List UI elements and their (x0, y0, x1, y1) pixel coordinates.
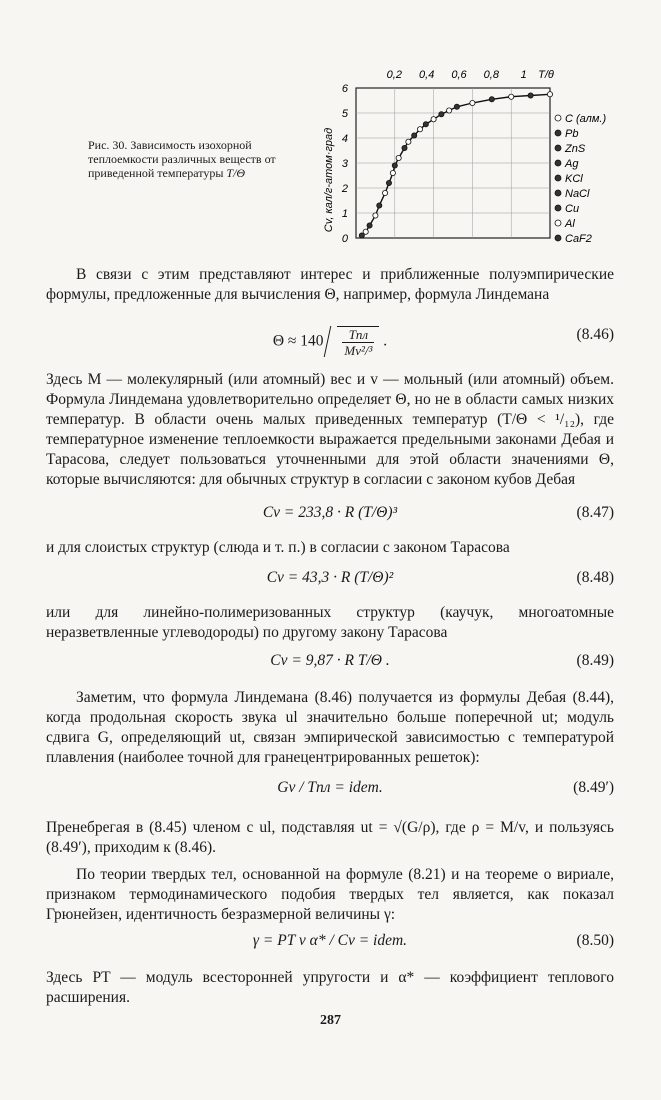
paragraph-4: или для линейно-полимеризованных структур (каучук, многоатомные неразветвленные углеводороды) по другому закону Тарасова (46, 604, 614, 641)
eq849-number: (8.49) (576, 652, 614, 669)
top-tick-label: T/θ (538, 69, 554, 81)
left-tick-label: 0 (341, 233, 348, 245)
equation-8-46: Θ ≈ 140 $\frac{\text{Tпл}}{\text{Mv²/³}}$ . (8.46) (272, 326, 614, 358)
chart-curve (362, 94, 550, 235)
legend-marker (555, 130, 561, 136)
left-tick-label: 4 (341, 133, 348, 145)
legend-label: NaCl (565, 188, 590, 200)
data-point (386, 180, 391, 185)
top-tick-label: 0,6 (451, 69, 467, 81)
figure-caption (88, 138, 298, 180)
equation-8-49 (46, 648, 614, 678)
paragraph-6: Пренебрегая в (8.45) членом с ul, подставляя ut = √(G/ρ), где ρ = M/v, и пользуясь (8.49′), приходим к (8.46). (46, 819, 614, 856)
equation-8-49-prime (46, 775, 614, 805)
eq847-number: (8.47) (576, 504, 614, 521)
caption-text: Зависимость изохорной теплоемкости различных веществ от приведенной температуры (88, 138, 276, 180)
data-point (528, 93, 533, 98)
legend-marker (555, 220, 561, 226)
data-point (431, 117, 436, 122)
top-tick-label: 0,8 (483, 69, 499, 81)
paragraph-2: Здесь M — молекулярный (или атомный) вес и v — мольный (или атомный) объем. Формула Линдемана удовлетворительно определяет Θ, но не в области самых низких температур. В области очень малых приведенных температур (T/Θ < ¹/₁₂), где температурное изменение теплоемкости выражается предельными законами Дебая и Тарасова, следует пользоваться уточненными для этой области значениями Θ, которые вычисляются: для обычных структур в согласии с законом кубов Дебая (46, 371, 614, 488)
data-point (363, 229, 368, 234)
y-axis-label: Cv, кал/г-атом·град (323, 127, 335, 233)
paragraph-8: Здесь PT — модуль всесторонней упругости и α* — коэффициент теплового расширения. (46, 969, 614, 1006)
chart-axes (356, 88, 550, 238)
legend-label: ZnS (565, 143, 586, 155)
eq848-formula: Cv = 43,3 · R (T/Θ)² (266, 569, 394, 586)
chart-points (359, 92, 552, 238)
left-tick-label: 2 (341, 183, 348, 195)
data-point (489, 97, 494, 102)
eq850-number: (8.50) (576, 932, 614, 949)
data-point (439, 112, 444, 117)
legend-label: Cu (565, 203, 580, 215)
eq846-numerator: Tпл (342, 327, 374, 343)
legend-label: KCl (565, 173, 583, 185)
data-point (402, 145, 407, 150)
data-point (406, 139, 411, 144)
paragraph-1: В связи с этим представляют интерес и приближенные полуэмпирические формулы, предложенные для вычисления Θ, например, формула Линдемана (46, 266, 614, 303)
left-tick-label: 5 (341, 108, 348, 120)
data-point (447, 108, 452, 113)
eq848-number: (8.48) (576, 569, 614, 586)
legend-label: C (алм.) (565, 113, 607, 125)
legend-marker (555, 190, 561, 196)
equation-8-48 (46, 565, 614, 595)
eq849p-number: (8.49′) (573, 779, 614, 796)
data-point (423, 122, 428, 127)
data-point (390, 170, 395, 175)
page-number: 287 (320, 1013, 341, 1028)
eq849-formula: Cv = 9,87 · R T/Θ . (270, 652, 390, 669)
data-point (509, 94, 514, 99)
legend-marker (555, 160, 561, 166)
eq846-denominator: Mv²/³ (344, 343, 373, 358)
legend-label: Ag (565, 158, 579, 170)
data-point (383, 190, 388, 195)
paragraph-5: Заметим, что формула Линдемана (8.46) получается из формулы Дебая (8.44), когда продольная скорость звука ul значительно больше поперечной ut; модуль сдвига G, определяющий ut, связан эмпирической зависимостью с температурой плавления (наиболее точной для гранецентрированных решеток): (46, 689, 614, 766)
legend-marker (555, 175, 561, 181)
eq846-lhs: Θ ≈ 140 (272, 332, 324, 350)
heat-capacity-chart (320, 60, 620, 250)
data-point (547, 92, 552, 97)
data-point (377, 203, 382, 208)
chart-legend (555, 113, 606, 245)
left-tick-label: 6 (341, 83, 348, 95)
left-tick-label: 3 (341, 158, 348, 170)
data-point (396, 155, 401, 160)
data-point (454, 104, 459, 109)
data-point (392, 163, 397, 168)
equation-8-50 (46, 928, 614, 958)
left-tick-label: 1 (341, 208, 348, 220)
caption-prefix: Рис. 30. (88, 138, 128, 152)
top-tick-label: 1 (520, 69, 527, 81)
legend-label: CaF2 (565, 233, 592, 245)
eq847-formula: Cv = 233,8 · R (T/Θ)³ (262, 504, 398, 521)
top-tick-label: 0,2 (386, 69, 402, 81)
legend-marker (555, 145, 561, 151)
data-point (367, 223, 372, 228)
data-point (470, 100, 475, 105)
heat-capacity-curve (362, 94, 550, 235)
data-point (373, 213, 378, 218)
paragraph-7: По теории твердых тел, основанной на формуле (8.21) и на теореме о вириале, признаком термодинамического подобия твердых тел является, как показал Грюнейзен, идентичность безразмерной величины γ: (46, 866, 614, 923)
legend-label: Pb (565, 128, 579, 140)
data-point (417, 127, 422, 132)
top-tick-label: 0,4 (419, 69, 435, 81)
legend-marker (555, 235, 561, 241)
eq850-formula: γ = PT v α* / Cv = idem. (252, 932, 408, 949)
caption-variable: T/Θ (226, 166, 246, 180)
eq849p-formula: Gv / Tпл = idem. (277, 779, 383, 796)
paragraph-3: и для слоистых структур (слюда и т. п.) в согласии с законом Тарасова (46, 539, 510, 556)
equation-8-47 (46, 500, 614, 530)
legend-marker (555, 205, 561, 211)
data-point (412, 133, 417, 138)
legend-marker (555, 115, 561, 121)
eq846-number: (8.46) (576, 326, 614, 343)
legend-label: Al (565, 218, 575, 230)
